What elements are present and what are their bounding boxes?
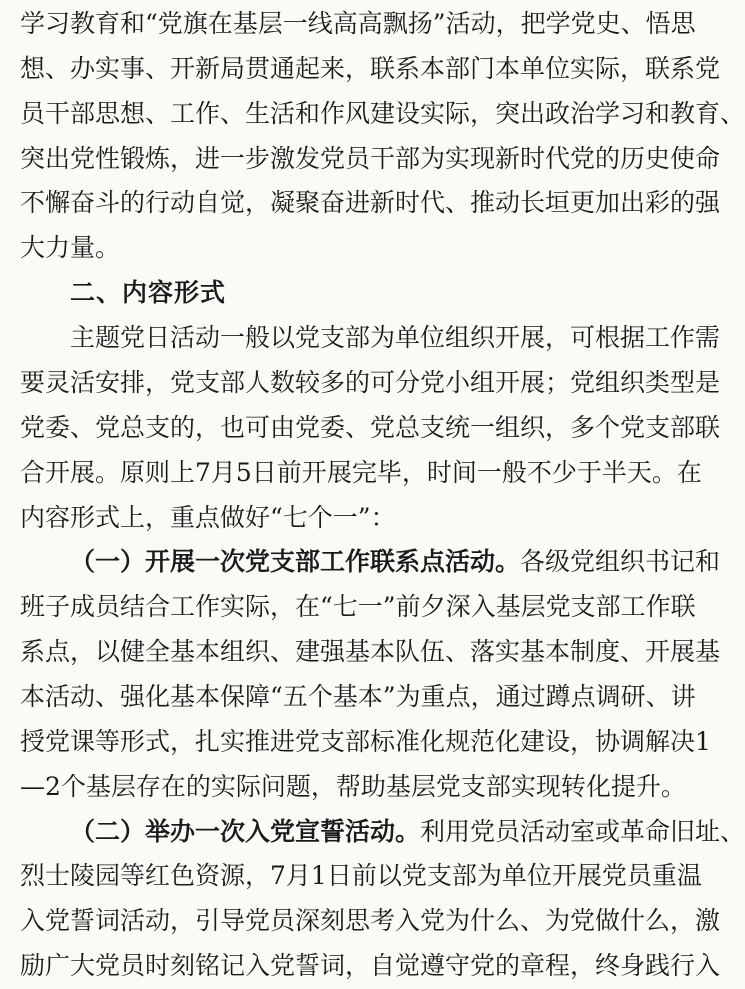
item-one-line-1 [20,540,721,585]
item-one-line-2: 班子成员结合工作实际，在“七一”前夕深入基层党支部工作联 [20,592,696,622]
item-two-line-3: 入党誓词活动，引导党员深刻思考入党为什么、为党做什么，激 [20,906,721,936]
form-line-2: 要灵活安排，党支部人数较多的可分党小组开展；党组织类型是 [20,367,721,397]
item-one-line-3: 系点，以健全基本组织、建强基本队伍、落实基本制度、开展基 [20,637,721,667]
item-two-line-1 [20,810,745,855]
section-heading: 二、内容形式 [70,278,227,308]
intro-line-1: 学习教育和“党旗在基层一线高高飘扬”活动，把学党史、悟思 [20,9,696,38]
form-line-4: 合开展。原则上7月5日前开展完毕，时间一般不少于半天。在 [20,457,702,487]
intro-line-2: 想、办实事、开新局贯通起来，联系本部门本单位实际，联系党 [20,53,721,83]
intro-line-5: 不懈奋斗的行动自觉，凝聚奋进新时代、推动长垣更加出彩的强 [20,188,721,218]
item-one-line-5: 授党课等形式，扎实推进党支部标准化规范化建设，协调解决1 [20,726,711,756]
form-line-5: 内容形式上，重点做好“七个一”： [20,502,396,532]
item-two-line-2: 烈士陵园等红色资源，7月1日前以党支部为单位开展党员重温 [20,861,702,891]
item-one-lead: （一）开展一次党支部工作联系点活动。 [70,547,521,577]
item-one-line-6: —2个基层存在的实际问题，帮助基层党支部实现转化提升。 [20,771,686,801]
item-one-first-rest: 各级党组织书记和 [520,547,721,577]
intro-line-4: 突出党性锻炼，进一步激发党员干部为实现新时代党的历史使命 [20,143,721,173]
item-two-lead: （二）举办一次入党宣誓活动。 [70,816,421,846]
item-one-line-4: 本活动、强化基本保障“五个基本”为重点，通过蹲点调研、讲 [20,681,696,711]
intro-line-6: 大力量。 [20,233,121,263]
intro-line-3: 员干部思想、工作、生活和作风建设实际，突出政治学习和教育、 [20,98,745,128]
item-two-line-4: 励广大党员时刻铭记入党誓词，自觉遵守党的章程，终身践行入 [20,951,721,981]
item-two-first-rest: 利用党员活动室或革命旧址、 [420,816,745,846]
form-line-1: 主题党日活动一般以党支部为单位组织开展，可根据工作需 [70,323,721,353]
form-line-3: 党委、党总支的，也可由党委、党总支统一组织，多个党支部联 [20,412,721,442]
